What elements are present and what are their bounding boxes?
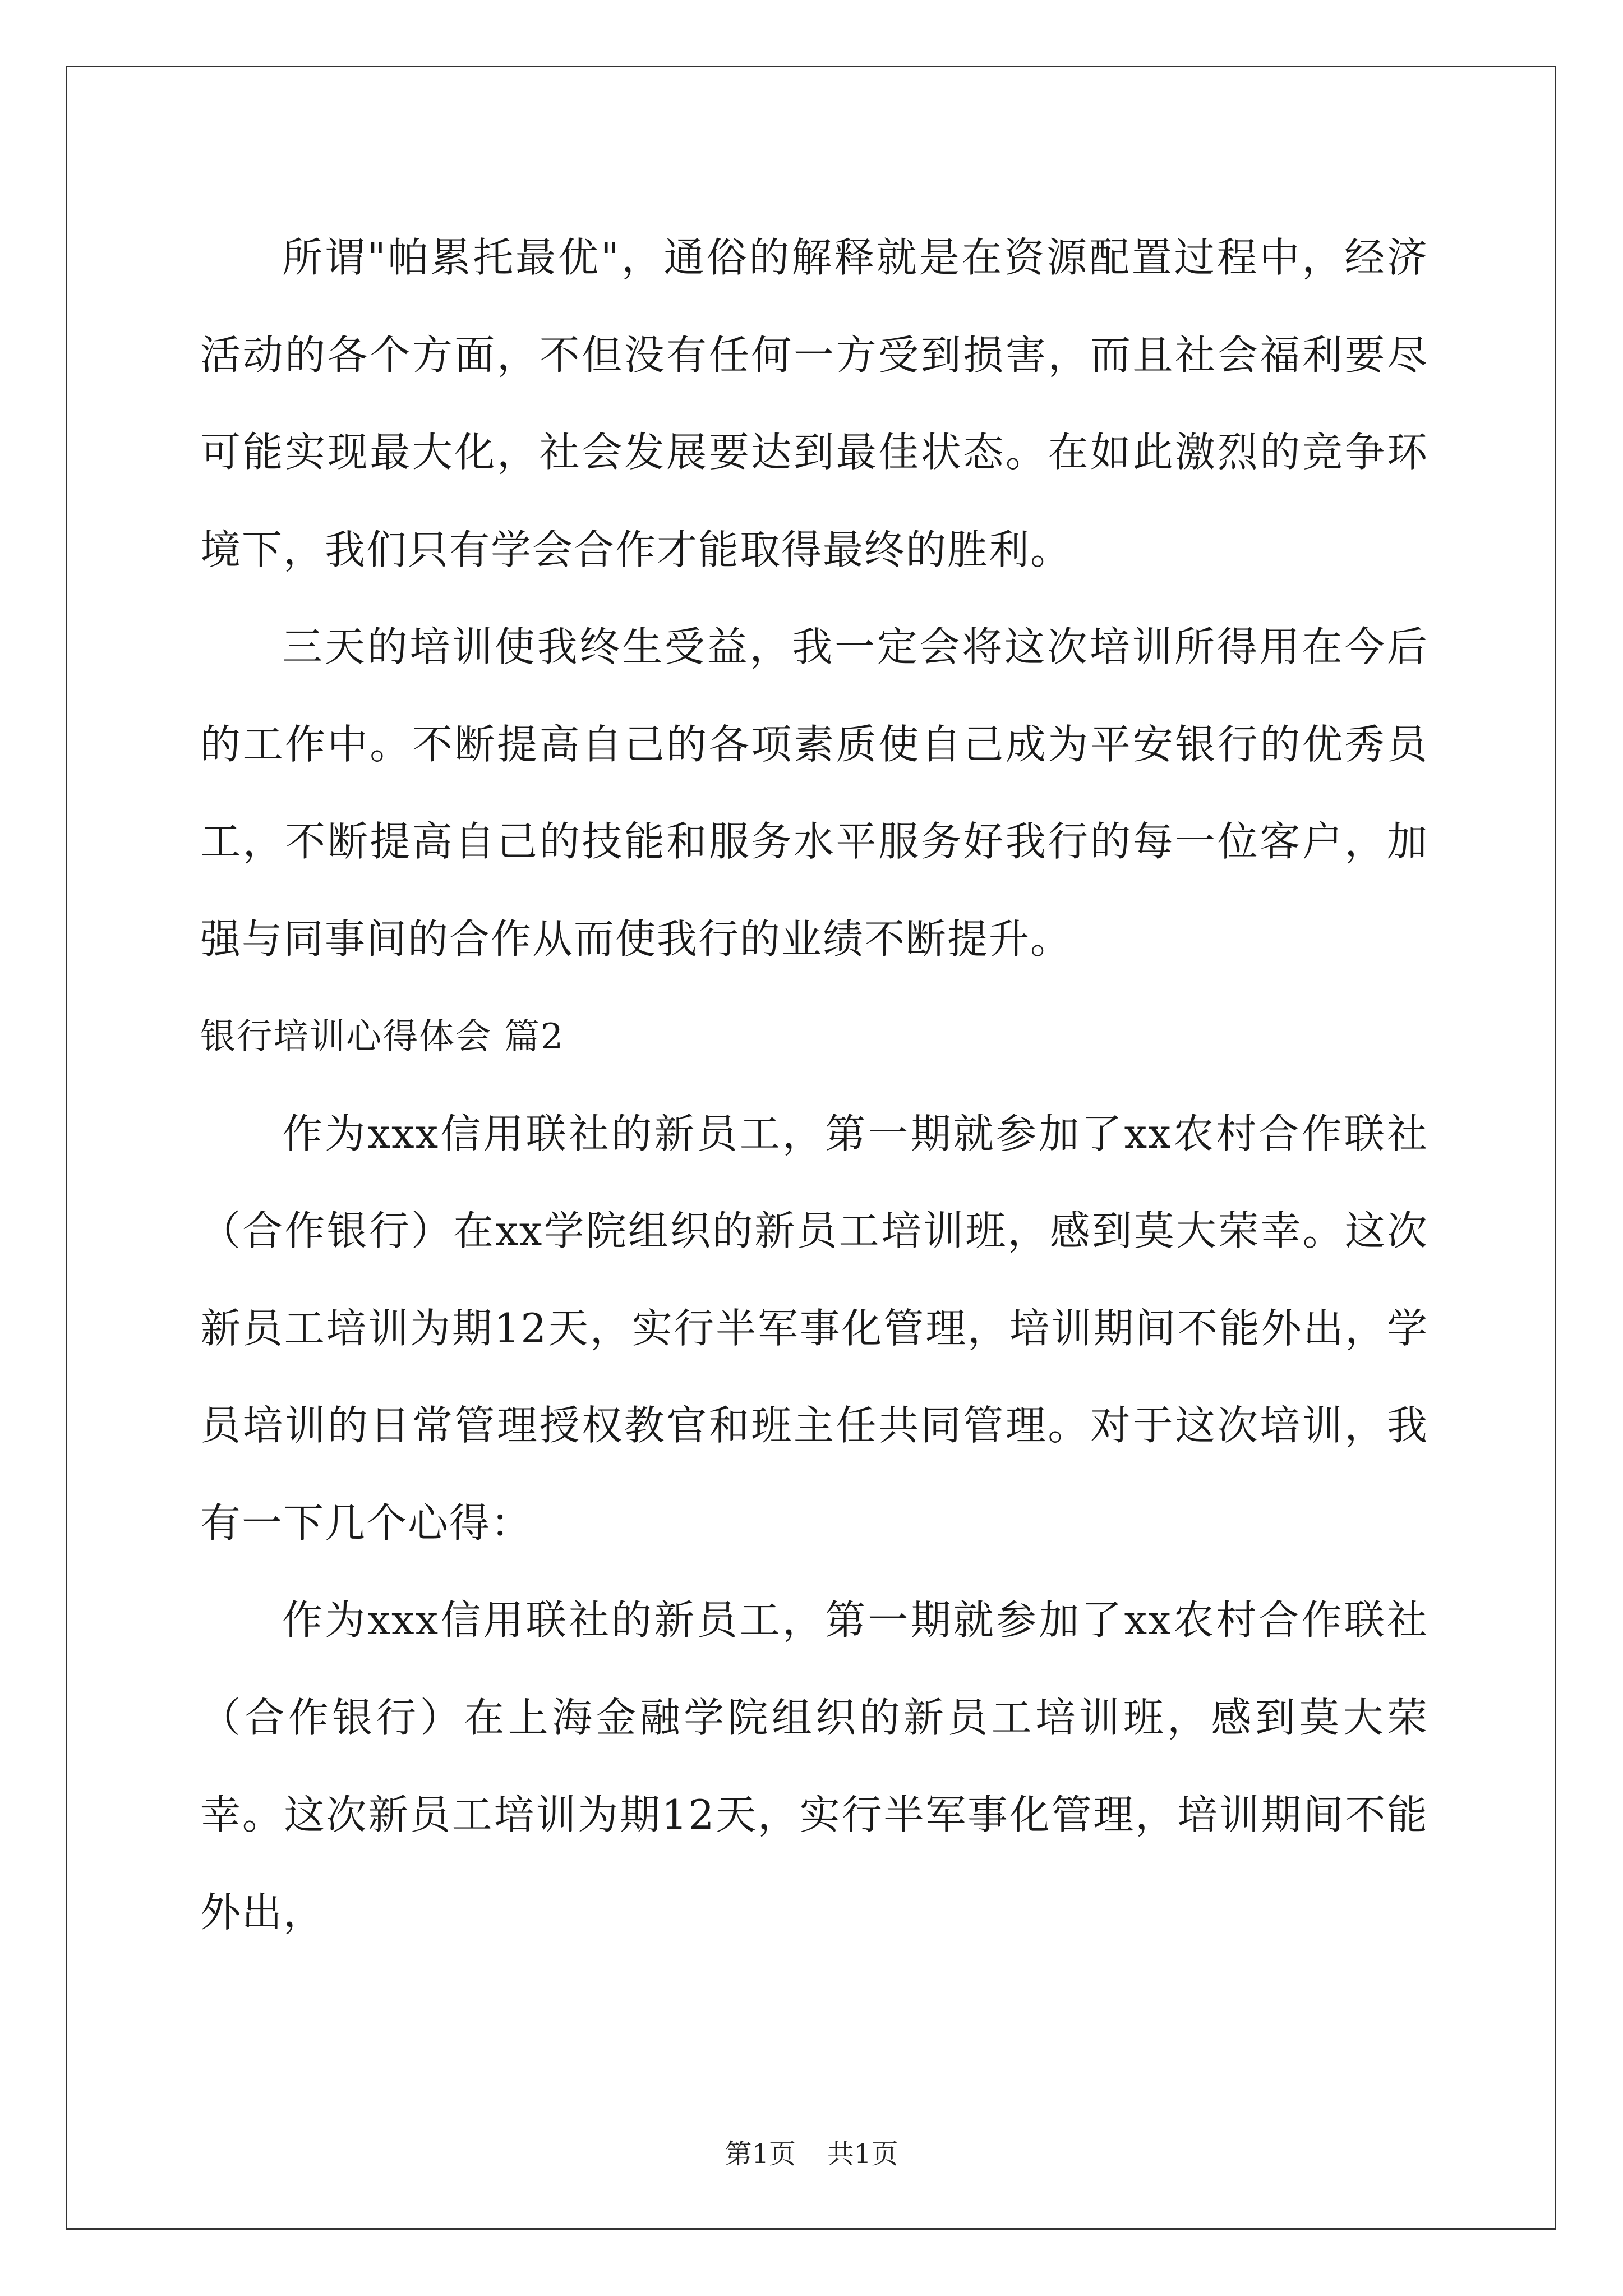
paragraph-new-employee-2: 作为xxx信用联社的新员工，第一期就参加了xx农村合作联社（合作银行）在上海金融学院组织的新员工培训班，感到莫大荣幸。这次新员工培训为期12天，实行半军事化管理，培训期间不能外出，: [200, 1596, 1428, 1936]
paragraph-new-employee-1: 作为xxx信用联社的新员工，第一期就参加了xx农村合作联社（合作银行）在xx学院组织的新员工培训班，感到莫大荣幸。这次新员工培训为期12天，实行半军事化管理，培训期间不能外出，学员培训的日常管理授权教官和班主任共同管理。对于这次培训，我有一下几个心得：: [200, 1110, 1428, 1547]
document-body: [200, 209, 1428, 1961]
paragraph-training-benefit: 三天的培训使我终生受益，我一定会将这次培训所得用在今后的工作中。不断提高自己的各项素质使自己成为平安银行的优秀员工，不断提高自己的技能和服务水平服务好我行的每一位客户，加强与同事间的合作从而使我行的业绩不断提升。: [200, 623, 1428, 963]
section-heading: 银行培训心得体会 篇2: [200, 1016, 565, 1057]
page-footer: [0, 2137, 1623, 2171]
paragraph-pareto: 所谓"帕累托最优"，通俗的解释就是在资源配置过程中，经济活动的各个方面，不但没有任何一方受到损害，而且社会福利要尽可能实现最大化，社会发展要达到最佳状态。在如此激烈的竞争环境下，我们只有学会合作才能取得最终的胜利。: [200, 234, 1428, 573]
page-number-current: 第1页: [725, 2138, 796, 2170]
page-number-total: 共1页: [827, 2138, 898, 2170]
